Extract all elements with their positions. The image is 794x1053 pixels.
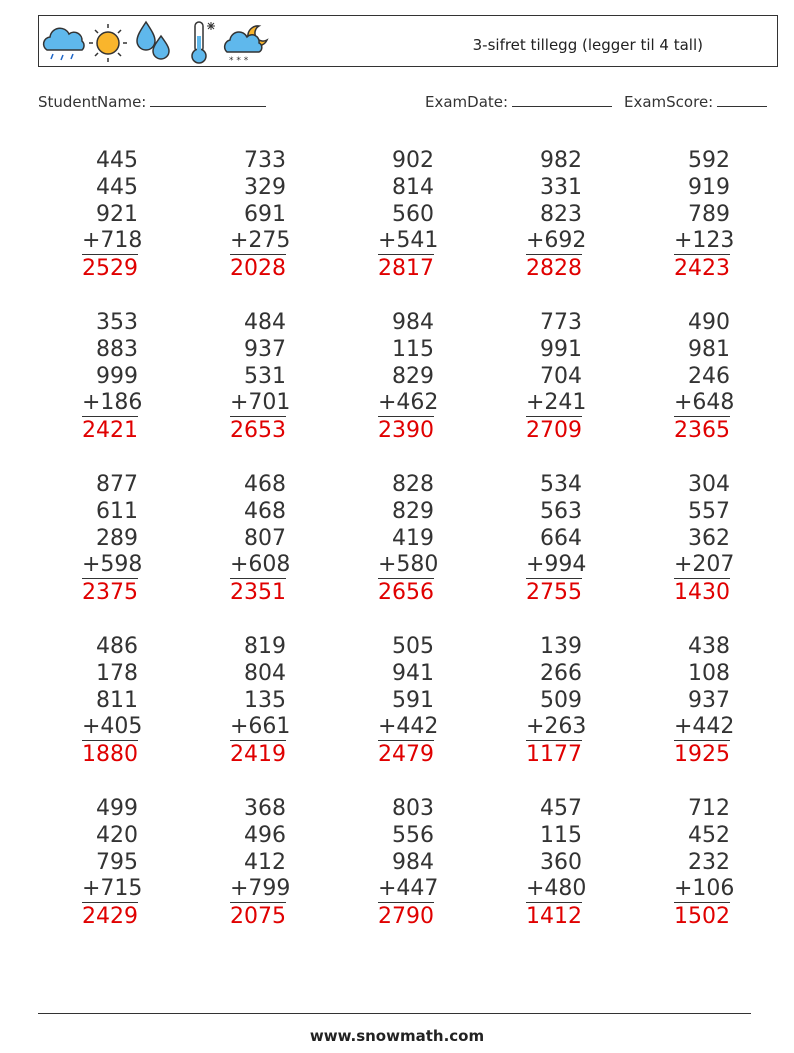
last-addend: +442 — [378, 714, 439, 739]
addend: 490 — [688, 310, 730, 335]
addend: 438 — [688, 634, 730, 659]
addend: 811 — [96, 688, 138, 713]
exam-date-field[interactable] — [425, 92, 612, 111]
addend: 877 — [96, 472, 138, 497]
addend: 563 — [540, 499, 582, 524]
problem-2-1 — [38, 309, 143, 445]
answer: 2028 — [230, 256, 286, 281]
addend: 486 — [96, 634, 138, 659]
addend: 505 — [392, 634, 434, 659]
last-addend: +648 — [674, 390, 735, 415]
last-addend-row — [482, 228, 587, 255]
addend: 789 — [688, 202, 730, 227]
last-addend-row — [334, 876, 439, 903]
problem-4-2 — [186, 633, 291, 769]
addend: 664 — [540, 526, 582, 551]
last-addend: +701 — [230, 390, 291, 415]
problem-3-5 — [630, 471, 735, 607]
addend: 921 — [96, 202, 138, 227]
last-addend-row — [482, 714, 587, 741]
last-addend-row — [38, 714, 143, 741]
addend: 445 — [96, 175, 138, 200]
last-addend-row — [630, 876, 735, 903]
last-addend: +541 — [378, 228, 439, 253]
answer: 1412 — [526, 904, 582, 929]
problem-1-3 — [334, 147, 439, 283]
exam-score-field[interactable] — [624, 92, 767, 111]
answer: 2351 — [230, 580, 286, 605]
addend: 941 — [392, 661, 434, 686]
last-addend: +661 — [230, 714, 291, 739]
answer: 2421 — [82, 418, 138, 443]
svg-text:* * *: * * * — [229, 56, 249, 64]
answer: 1880 — [82, 742, 138, 767]
last-addend-row — [186, 390, 291, 417]
student-name-blank[interactable] — [150, 92, 266, 107]
problem-2-2 — [186, 309, 291, 445]
addend: 712 — [688, 796, 730, 821]
footer-divider — [38, 1013, 751, 1014]
addend: 984 — [392, 850, 434, 875]
addend: 452 — [688, 823, 730, 848]
addend: 557 — [688, 499, 730, 524]
addend: 999 — [96, 364, 138, 389]
addend: 982 — [540, 148, 582, 173]
problem-3-1 — [38, 471, 143, 607]
last-addend: +799 — [230, 876, 291, 901]
answer: 2653 — [230, 418, 286, 443]
weather-icons — [41, 18, 271, 64]
last-addend-row — [38, 228, 143, 255]
last-addend: +263 — [526, 714, 587, 739]
last-addend-row — [630, 228, 735, 255]
answer: 1177 — [526, 742, 582, 767]
answer: 2419 — [230, 742, 286, 767]
problem-2-3 — [334, 309, 439, 445]
addend: 937 — [688, 688, 730, 713]
last-addend-row — [38, 876, 143, 903]
exam-score-blank[interactable] — [717, 92, 767, 107]
exam-date-blank[interactable] — [512, 92, 612, 107]
addend: 115 — [392, 337, 434, 362]
last-addend-row — [630, 714, 735, 741]
addend: 591 — [392, 688, 434, 713]
addend: 611 — [96, 499, 138, 524]
last-addend: +715 — [82, 876, 143, 901]
problem-5-2 — [186, 795, 291, 931]
addend: 232 — [688, 850, 730, 875]
addend: 246 — [688, 364, 730, 389]
last-addend: +447 — [378, 876, 439, 901]
answer: 2709 — [526, 418, 582, 443]
last-addend-row — [38, 390, 143, 417]
problem-3-4 — [482, 471, 587, 607]
last-addend-row — [482, 876, 587, 903]
addend: 823 — [540, 202, 582, 227]
addend: 804 — [244, 661, 286, 686]
answer: 1925 — [674, 742, 730, 767]
addend: 592 — [688, 148, 730, 173]
problem-1-5 — [630, 147, 735, 283]
addend: 331 — [540, 175, 582, 200]
last-addend-row — [630, 390, 735, 417]
last-addend-row — [334, 228, 439, 255]
addend: 457 — [540, 796, 582, 821]
addend: 534 — [540, 472, 582, 497]
problem-1-1 — [38, 147, 143, 283]
last-addend: +598 — [82, 552, 143, 577]
last-addend: +241 — [526, 390, 587, 415]
footer-site: www.snowmath.com — [309, 1027, 485, 1045]
addend: 814 — [392, 175, 434, 200]
header-box — [38, 15, 778, 67]
addend: 919 — [688, 175, 730, 200]
rain-cloud-icon — [44, 28, 84, 60]
last-addend: +462 — [378, 390, 439, 415]
answer: 2529 — [82, 256, 138, 281]
answer: 2790 — [378, 904, 434, 929]
last-addend-row — [38, 552, 143, 579]
problem-4-4 — [482, 633, 587, 769]
addend: 329 — [244, 175, 286, 200]
problem-2-4 — [482, 309, 587, 445]
last-addend-row — [482, 390, 587, 417]
addend: 266 — [540, 661, 582, 686]
last-addend: +106 — [674, 876, 735, 901]
addend: 829 — [392, 364, 434, 389]
problem-1-2 — [186, 147, 291, 283]
problem-3-2 — [186, 471, 291, 607]
last-addend-row — [186, 876, 291, 903]
addend: 829 — [392, 499, 434, 524]
addend: 419 — [392, 526, 434, 551]
addend: 135 — [244, 688, 286, 713]
last-addend: +442 — [674, 714, 735, 739]
last-addend-row — [334, 552, 439, 579]
last-addend: +718 — [82, 228, 143, 253]
addend: 984 — [392, 310, 434, 335]
answer: 2075 — [230, 904, 286, 929]
addend: 902 — [392, 148, 434, 173]
answer: 2817 — [378, 256, 434, 281]
thermometer-icon — [192, 22, 215, 63]
last-addend: +580 — [378, 552, 439, 577]
addend: 819 — [244, 634, 286, 659]
problem-4-5 — [630, 633, 735, 769]
sun-icon — [89, 24, 127, 62]
addend: 795 — [96, 850, 138, 875]
water-drops-icon — [137, 22, 169, 59]
answer: 2365 — [674, 418, 730, 443]
problem-2-5 — [630, 309, 735, 445]
addend: 420 — [96, 823, 138, 848]
problem-5-5 — [630, 795, 735, 931]
last-addend-row — [334, 714, 439, 741]
addend: 304 — [688, 472, 730, 497]
problem-3-3 — [334, 471, 439, 607]
addend: 412 — [244, 850, 286, 875]
night-cloud-icon — [225, 26, 267, 64]
last-addend-row — [630, 552, 735, 579]
answer: 2423 — [674, 256, 730, 281]
answer: 2479 — [378, 742, 434, 767]
last-addend: +275 — [230, 228, 291, 253]
addend: 691 — [244, 202, 286, 227]
addend: 496 — [244, 823, 286, 848]
problem-4-1 — [38, 633, 143, 769]
problem-5-1 — [38, 795, 143, 931]
problem-5-3 — [334, 795, 439, 931]
addend: 981 — [688, 337, 730, 362]
addend: 883 — [96, 337, 138, 362]
addend: 445 — [96, 148, 138, 173]
last-addend-row — [334, 390, 439, 417]
answer: 2755 — [526, 580, 582, 605]
addend: 560 — [392, 202, 434, 227]
addend: 773 — [540, 310, 582, 335]
addend: 178 — [96, 661, 138, 686]
last-addend: +608 — [230, 552, 291, 577]
addend: 509 — [540, 688, 582, 713]
worksheet-title: 3-sifret tillegg (legger til 4 tall) — [472, 36, 703, 54]
addend: 803 — [392, 796, 434, 821]
answer: 2375 — [82, 580, 138, 605]
last-addend: +692 — [526, 228, 587, 253]
last-addend-row — [186, 552, 291, 579]
last-addend: +186 — [82, 390, 143, 415]
last-addend: +123 — [674, 228, 735, 253]
student-name-label: StudentName: — [38, 93, 147, 111]
problem-5-4 — [482, 795, 587, 931]
exam-date-label: ExamDate: — [425, 93, 509, 111]
last-addend: +207 — [674, 552, 735, 577]
addend: 828 — [392, 472, 434, 497]
addend: 289 — [96, 526, 138, 551]
answer: 2656 — [378, 580, 434, 605]
addend: 139 — [540, 634, 582, 659]
answer: 2429 — [82, 904, 138, 929]
exam-score-label: ExamScore: — [624, 93, 714, 111]
addend: 556 — [392, 823, 434, 848]
addend: 468 — [244, 499, 286, 524]
addend: 368 — [244, 796, 286, 821]
addend: 704 — [540, 364, 582, 389]
last-addend: +480 — [526, 876, 587, 901]
last-addend-row — [186, 228, 291, 255]
answer: 2828 — [526, 256, 582, 281]
addend: 360 — [540, 850, 582, 875]
addend: 733 — [244, 148, 286, 173]
addend: 499 — [96, 796, 138, 821]
problem-4-3 — [334, 633, 439, 769]
answer: 1430 — [674, 580, 730, 605]
last-addend: +405 — [82, 714, 143, 739]
addend: 108 — [688, 661, 730, 686]
addend: 362 — [688, 526, 730, 551]
info-row — [38, 92, 770, 114]
last-addend-row — [482, 552, 587, 579]
answer: 2390 — [378, 418, 434, 443]
addend: 353 — [96, 310, 138, 335]
addend: 937 — [244, 337, 286, 362]
problem-1-4 — [482, 147, 587, 283]
last-addend: +994 — [526, 552, 587, 577]
addend: 531 — [244, 364, 286, 389]
student-name-field[interactable] — [38, 92, 266, 111]
addend: 807 — [244, 526, 286, 551]
addend: 468 — [244, 472, 286, 497]
addend: 991 — [540, 337, 582, 362]
addend: 115 — [540, 823, 582, 848]
addend: 484 — [244, 310, 286, 335]
last-addend-row — [186, 714, 291, 741]
answer: 1502 — [674, 904, 730, 929]
